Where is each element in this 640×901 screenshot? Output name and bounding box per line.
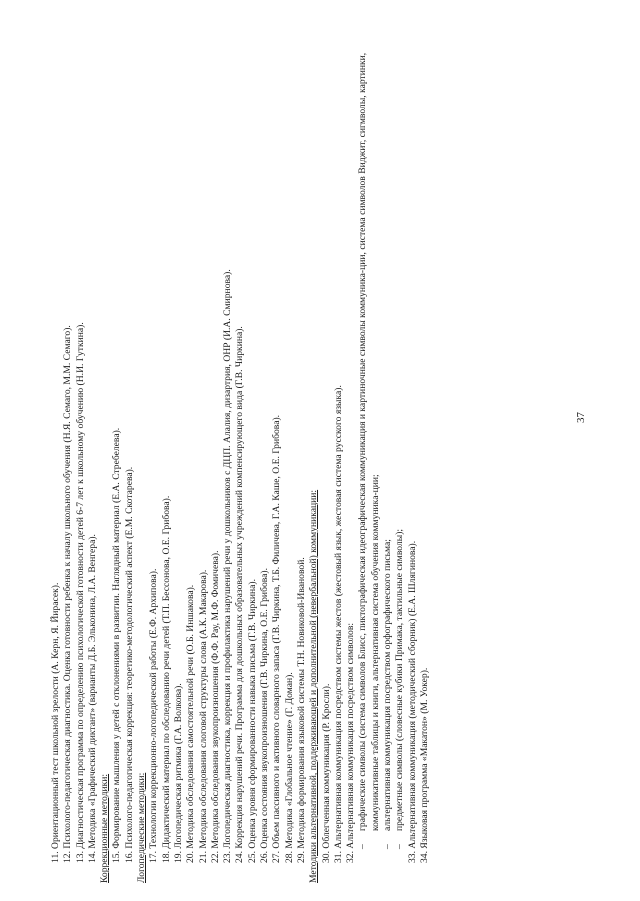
list-item: 26. Оценка состояния звукопроизношения (Г.В. Чиркина, О.Е. Грибова).: [259, 567, 271, 863]
list-item: 25. Оценка уровня сформированности навыка письма (Г.В. Чиркина).: [246, 579, 258, 863]
list-item: 29. Методика формирования языковой системы Т.Н. Новиковой-Ивановой.: [295, 557, 307, 863]
list-item: 18. Дидактический материал по обследованию речи детей (Т.П. Бессонова, О.Е. Грибова).: [160, 495, 172, 863]
document-body: [50, 23, 470, 883]
section-heading: Методики альтернативной, поддерживающей и дополнительной (невербальной) коммуникации:: [308, 489, 320, 883]
list-item: 11. Ориентационный тест школьной зрелости (А. Керн, Я. Йирасек).: [50, 582, 61, 863]
dash-bullet: –: [357, 844, 369, 849]
list-item: 28. Методика «Глобальное чтение» (Г. Доман).: [283, 672, 295, 863]
list-item: 31. Альтернативная коммуникация посредством системы жестов (жестовый язык, жестовая система русского языка).: [332, 385, 344, 863]
list-item: 30. Облегченная коммуникация (Р. Кросли).: [320, 683, 332, 863]
list-item: 19. Логопедическая ритмика (Г.А. Волкова).: [172, 683, 184, 863]
sub-list-item: [394, 23, 406, 883]
list-item: 13. Диагностическая программа по определению психологической готовности детей 6-7 лет к школьному обучению (Н.И. Гуткина).: [74, 322, 86, 863]
page-number: 37: [575, 412, 587, 423]
sub-list-item-text: графические символы (система символов Блисс, пиктографическая идеографическая коммуникация и картиночные символы коммуника-ции, система символов Виджит, сигмволы, картинки, коммуникативные таблицы и книги, альтернативная система обучения коммуника-ции;: [357, 52, 381, 831]
list-item: 14. Методика «Графический диктант» (варианты Д.Б. Эльконина, Л.А. Венгера).: [86, 534, 98, 863]
sub-list-item: [382, 23, 394, 883]
sub-list-item-text: альтернативная коммуникация посредством орфографического письма;: [382, 539, 394, 831]
list-item: 15. Формирование мышления у детей с отклонениями в развитии. Наглядный материал (Е.А. Стребелева).: [111, 427, 123, 863]
list-item: 20. Методика обследования самостоятельной речи (О.Б. Иншакова).: [185, 584, 197, 863]
section-heading: Логопедические методики:: [136, 772, 148, 883]
list-item: 22. Методика обследования звукопроизношения (Ф.Ф. Рау, М.Ф. Фомичева).: [209, 550, 221, 863]
list-item: 23. Логопедическая диагностика, коррекция и профилактика нарушений речи у дошкольников с ДЦП. Алалия, дизартрия, ОНР (И.А. Смирнова).: [222, 269, 234, 863]
list-item: 34. Языковая программа «Макатон» (М. Уокер).: [418, 667, 430, 863]
list-item: 33. Альтернативная коммуникация (методический сборник) (Е.А. Шлягинова).: [406, 540, 418, 863]
list-item: 12. Психолого-педагогическая диагностика. Оценка готовности ребенка к началу школьного обучения (Н.Я. Семаго, М.М. Семаго).: [62, 325, 74, 863]
dash-bullet: –: [394, 844, 406, 849]
sub-list-item: [357, 23, 382, 883]
list-item: 21. Методика обследования слоговой структуры слова (А.К. Макарова).: [197, 569, 209, 863]
list-item: 24. Коррекция нарушений речи. Программа для дошкольных образовательных учреждений компенсирующего вида (Г.В. Чиркина).: [234, 326, 246, 863]
dash-bullet: –: [382, 844, 394, 849]
list-item: 17. Технологии коррекционно-логопедической работы (Е.Ф. Архипова).: [148, 568, 160, 863]
sub-list-item-text: предметные символы (словесные кубики Примака, тактильные символы);: [394, 528, 406, 831]
list-item: 32. Альтернативная коммуникация посредством символов:: [345, 622, 357, 863]
list-item: 16. Психолого-педагогическая коррекция: теоретико-методологический аспект (Е.М. Скотарева).: [123, 466, 135, 863]
list-item: 27. Объем пассивного и активного словарного запаса (Г.В. Чиркина, Т.Б. Филичева, Г.А. Каше, О.Е. Грибова).: [271, 414, 283, 863]
section-heading: Коррекционные методики:: [99, 773, 111, 883]
